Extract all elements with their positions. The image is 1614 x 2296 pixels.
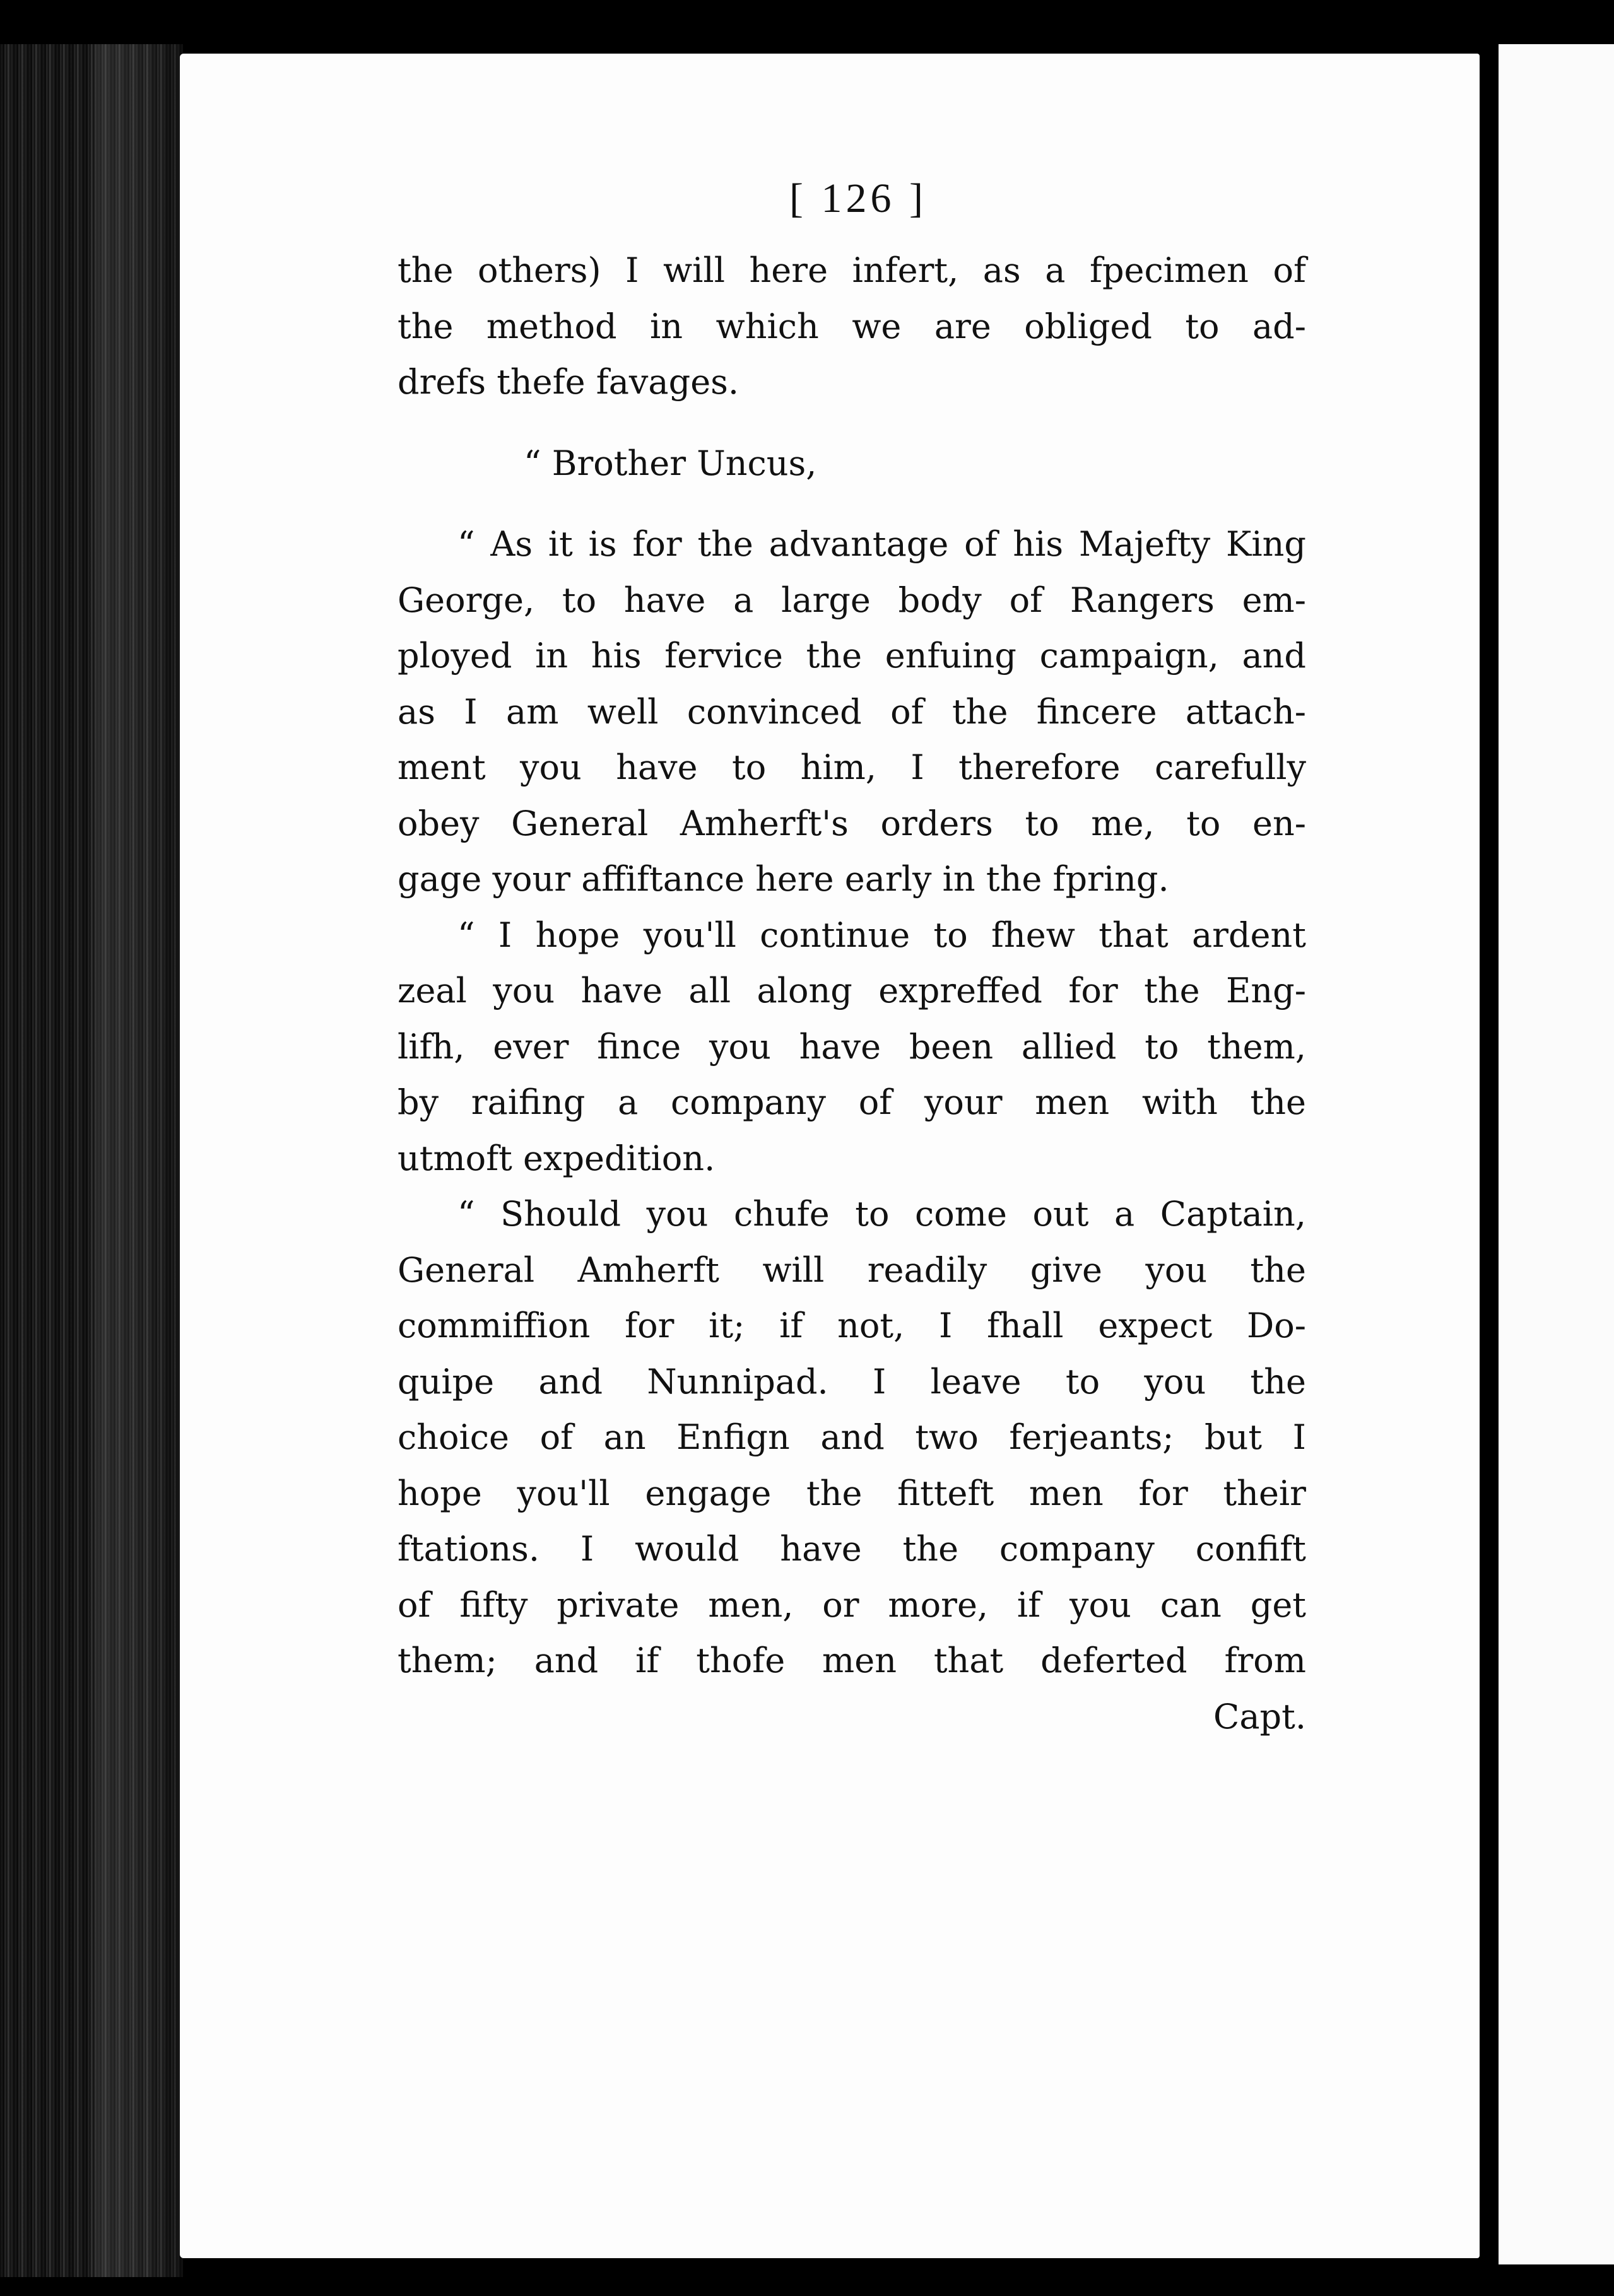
text-line xyxy=(398,740,1306,796)
text-line xyxy=(398,1298,1306,1354)
text-line-content: drefs thefe favages. xyxy=(398,362,739,402)
text-line-content: General Amherft will readily give you the xyxy=(398,1250,1306,1290)
text-line xyxy=(398,1019,1306,1075)
text-line-content: of fifty private men, or more, if you can get xyxy=(398,1584,1306,1625)
text-line xyxy=(398,684,1306,741)
text-line xyxy=(398,1633,1306,1689)
text-line xyxy=(398,1186,1306,1243)
text-line xyxy=(398,1521,1306,1578)
page-number: [ 126 ] xyxy=(789,175,927,221)
text-line-content: ftations. I would have the company confift xyxy=(398,1529,1306,1569)
text-line-content: “ I hope you'll continue to fhew that ardent xyxy=(457,915,1306,955)
text-line xyxy=(398,1075,1306,1131)
text-line-content: obey General Amherft's orders to me, to en- xyxy=(398,803,1306,843)
text-line-content: Capt. xyxy=(1213,1696,1306,1737)
text-line xyxy=(398,852,1306,908)
text-line-content: utmoft expedition. xyxy=(398,1138,716,1178)
text-line xyxy=(398,354,1306,411)
text-line-content: by raifing a company of your men with the xyxy=(398,1082,1306,1122)
text-line xyxy=(398,1243,1306,1299)
text-line-content: choice of an Enfign and two ferjeants; but I xyxy=(398,1417,1306,1457)
binding-shadow xyxy=(95,44,183,2277)
text-line xyxy=(398,796,1306,852)
facing-page-edge xyxy=(1499,44,1614,2264)
text-line-content: the method in which we are obliged to ad- xyxy=(398,306,1306,346)
text-line xyxy=(398,908,1306,964)
text-line xyxy=(398,963,1306,1019)
text-line xyxy=(398,299,1306,355)
text-line xyxy=(398,1410,1306,1466)
text-lines xyxy=(398,243,1306,1745)
text-line-content: the others) I will here infert, as a fpecimen of xyxy=(398,250,1306,290)
text-line-content: gage your affiftance here early in the fpring. xyxy=(398,859,1169,899)
text-line-content: ment you have to him, I therefore carefully xyxy=(398,747,1306,787)
text-line xyxy=(398,1578,1306,1634)
text-line xyxy=(398,1689,1306,1745)
text-line xyxy=(398,628,1306,684)
gutter-line xyxy=(1492,44,1499,2264)
text-line-content: “ Brother Uncus, xyxy=(524,443,817,483)
text-line-content: ployed in his fervice the enfuing campaign, and xyxy=(398,636,1306,676)
text-line xyxy=(398,1466,1306,1522)
text-line-content: lifh, ever fince you have been allied to them, xyxy=(398,1026,1306,1067)
text-line xyxy=(398,1131,1306,1187)
text-line-content: George, to have a large body of Rangers em- xyxy=(398,580,1306,620)
text-line-content: them; and if thofe men that deferted from xyxy=(398,1641,1306,1680)
page-text-block xyxy=(398,170,1306,1745)
text-line xyxy=(398,517,1306,573)
text-line-content: “ Should you chufe to come out a Captain, xyxy=(457,1194,1306,1234)
text-line-content: hope you'll engage the fitteft men for their xyxy=(398,1473,1306,1513)
text-line-content: zeal you have all along expreffed for the Eng- xyxy=(398,971,1306,1010)
text-line-content: “ As it is for the advantage of his Majefty King xyxy=(457,524,1306,564)
text-line-content: quipe and Nunnipad. I leave to you the xyxy=(398,1361,1306,1402)
text-line xyxy=(398,573,1306,629)
text-line xyxy=(398,436,1306,492)
text-line xyxy=(398,243,1306,299)
text-line xyxy=(398,1354,1306,1410)
text-line-content: as I am well convinced of the fincere attach- xyxy=(398,691,1306,732)
text-line-content: commiffion for it; if not, I fhall expect Do- xyxy=(398,1306,1306,1345)
